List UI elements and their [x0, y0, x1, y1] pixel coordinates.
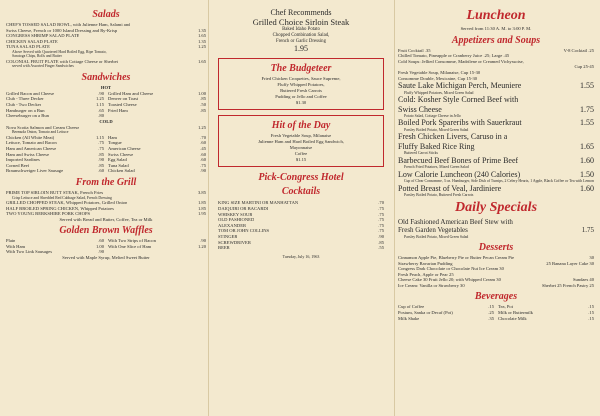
list-item: Fresh Garden Vegetables 1.75: [398, 226, 594, 234]
list-item: With Ham 1.00: [6, 243, 104, 249]
entree-note: Potato Salad, Cottage Cheese in Jello: [404, 114, 461, 119]
budgeteer-line: Fried Chicken Croquettes, Sauce Supreme,: [261, 76, 341, 82]
hot-left: [6, 91, 104, 119]
list-item: Swiss Cheese, French or 1000 Island Dressing and Ry-Krisp 1.35: [6, 27, 206, 33]
menu-date: Tuesday, July 16, 1963: [282, 253, 320, 259]
list-item: TWO YOUNG BERKSHIRE PORK CHOPS 1.95: [6, 211, 206, 217]
salads-note: Saratoga Chips, Rolls and Butter: [12, 54, 62, 59]
hit-heading: Hit of the Day: [271, 120, 331, 132]
list-item: Potted Breast of Veal, Jardiniere 1.60: [398, 183, 594, 193]
list-item: Cheese Cake 30 Fruit Jello 20; with Whipped Cream 30 Sundaes 40: [398, 277, 594, 283]
waffles-left: [6, 238, 104, 255]
list-item: SCREWDRIVER .85: [218, 239, 384, 245]
list-item: OLD FASHIONED .75: [218, 217, 384, 223]
list-item: Barbecued Beef Bones of Prime Beef 1.60: [398, 155, 594, 165]
desserts-heading: Desserts: [478, 241, 514, 253]
salads-heading: Salads: [92, 9, 120, 20]
middle-column: [212, 6, 390, 410]
list-item: Fresh Vegetable Soup, Milanaise, Cup 15-30: [398, 69, 481, 75]
list-item: Consomme Double, Mexicaine, Cup 15-30: [398, 75, 478, 81]
list-item: Imported Sardines .90: [6, 157, 104, 163]
list-item: Grilled Bacon and Cheese .90: [6, 90, 104, 96]
list-item: Chicken Salad .90: [108, 168, 206, 174]
salads-list: [6, 22, 206, 69]
list-item: With Two Strips of Bacon .90: [108, 238, 206, 244]
entree-note: Cup of Clear Consomme, 3 oz. Hamburger, Side Dish of Turnips, 2 Celery Hearts, 1 Apple, Black Coffee or Tea with Lemon: [404, 179, 594, 184]
list-item: Plain .60: [6, 238, 104, 244]
list-item: CHICKEN SALAD PLATE 1.35: [6, 38, 206, 44]
list-item: Low Calorie Luncheon (240 Calories) 1.50: [398, 169, 594, 179]
nova-note: Bermuda Onion, Tomato and Lettuce: [12, 130, 69, 135]
list-item: Cheeseburger on a Bun .80: [6, 113, 104, 119]
hot-sandwiches: [6, 91, 206, 119]
list-item: Fresh Peach, Apple or Pear 25: [398, 271, 454, 277]
list-item: WHISKEY SOUR .75: [218, 211, 384, 217]
list-item: ALEXANDER .75: [218, 222, 384, 228]
list-item: Egg Salad .60: [108, 157, 206, 163]
appetizers-list: [398, 48, 594, 82]
list-item: With Two Link Sausages .90: [6, 249, 104, 255]
list-item: Toasted Cheese .50: [108, 101, 206, 107]
list-item: Cold Soups: Jellied Consomme, Madrilene or Creamed Vichyssoise,: [398, 58, 524, 64]
beverages-left: [398, 304, 494, 321]
list-item: Cinnamon Apple Pie, Blueberry Pie or Butter Pecan Cream Pie 30: [398, 254, 594, 260]
list-item: Chicken (All White Meat) 1.15: [6, 134, 104, 140]
daily-note: Parsley Boiled Potato, Mixed Green Salad: [404, 234, 469, 239]
daily-specials-heading: Daily Specials: [454, 199, 538, 215]
list-item: KING SIZE MARTINI OR MANHATTAN .70: [218, 200, 384, 206]
list-item: DAIQUIRI OR BACARDI .75: [218, 205, 384, 211]
chef-recommends-dish: Grilled Choice Sirloin Steak: [252, 17, 350, 27]
hot-label: HOT: [100, 84, 112, 90]
list-item: BEER .55: [218, 245, 384, 251]
entrees-list: [398, 81, 594, 197]
entree-note: French Fried Potatoes, Mixed Green Salad: [404, 165, 469, 170]
cold-left: [6, 135, 104, 174]
list-item: Hamburger on a Bun .65: [6, 107, 104, 113]
luncheon-hours: Served from 11:30 A. M. to 3:00 P. M.: [460, 26, 532, 31]
list-item: Grilled Ham and Cheese 1.00: [108, 90, 206, 96]
hit-line: Coffee: [294, 151, 308, 157]
daily-special-line: Old Fashioned American Beef Stew with: [398, 217, 513, 226]
list-item: Ham .70: [108, 134, 206, 140]
chef-side: Chopped Combination Salad,: [272, 32, 330, 38]
list-item: STINGER .90: [218, 233, 384, 239]
left-column: [6, 6, 206, 410]
waffles-note: Served with Maple Syrup, Melted Sweet Butter: [62, 255, 150, 261]
list-item: GRILLED CHOPPED STEAK, Whipped Potatoes, Grilled Onion 1.85: [6, 199, 206, 205]
chef-side: French or Garlic Dressing: [276, 38, 326, 44]
budgeteer-line: Pudding or Jello and Coffee: [275, 94, 327, 100]
list-item: Congress Dark Chocolate or Chocolate Nut Ice Cream 30: [398, 266, 504, 272]
list-item: Club - Three Decker 1.25: [6, 96, 104, 102]
grill-note: Crisp Lettuce and Shredded Red Cabbage Salad, French Dressing: [12, 195, 112, 200]
hit-line: Julienne Ham and Hard Boiled Egg Sandwich,: [258, 139, 344, 145]
budgeteer-line: Fluffy Whipped Potatoes,: [277, 82, 325, 88]
beverages-right: [498, 304, 594, 321]
list-item: Chilled Tomato, Pineapple or Cranberry Juice .25; Large .45: [398, 53, 510, 59]
chef-price: 1.95: [294, 44, 308, 54]
list-item: COLONIAL FRUIT PLATE with Cottage Cheese or Sherbet 1.65: [6, 58, 206, 64]
hit-price: $1.15: [295, 157, 307, 163]
entree-note: Fluffy Whipped Potatoes, Mixed Green Salad: [404, 90, 474, 95]
list-item: Tuna Salad .75: [108, 162, 206, 168]
list-item: Chocolate Milk .15: [498, 315, 594, 321]
sandwiches-heading: Sandwiches: [81, 71, 131, 83]
cold-right: [108, 135, 206, 174]
cocktails-list: [218, 200, 384, 250]
cold-sandwiches: [6, 135, 206, 174]
grill-heading: From the Grill: [75, 176, 137, 188]
hit-of-the-day-box: [218, 115, 384, 167]
beverages-list: [398, 304, 594, 321]
list-item: Fresh Chicken Livers, Caruso in a: [398, 132, 508, 142]
fold-line: [208, 0, 209, 416]
list-item: Denver on Toast .85: [108, 96, 206, 102]
list-item: HALF BROILED SPRING CHICKEN, Whipped Potatoes 1.85: [6, 205, 206, 211]
list-item: American Cheese .45: [108, 145, 206, 151]
luncheon-heading: Luncheon: [466, 8, 526, 23]
list-item: Ham and American Cheese .75: [6, 145, 104, 151]
fold-line: [394, 0, 395, 416]
entree-note: Parsley Boiled Potato, Mixed Green Salad: [404, 127, 469, 132]
entree-note: Parsley Boiled Potato, Buttered Fresh Carrots: [404, 193, 474, 198]
salads-note: Above Served with Quartered Hard Boiled Egg, Ripe Tomato,: [12, 49, 107, 54]
list-item: Fruit Cocktail .35 V-8 Cocktail .25: [398, 47, 594, 53]
list-item: Fluffy Baked Rice Ring 1.65: [398, 141, 594, 151]
list-item: Milk Shake .35: [398, 315, 494, 321]
list-item: CHEF'S TOSSED SALAD BOWL, with Julienne Ham, Salami and: [6, 22, 131, 27]
hot-right: [108, 91, 206, 119]
list-item: Cold: Kosher Style Corned Beef with: [398, 95, 519, 105]
list-item: Strawberry Bavarian Pudding 25 Banana Layer Cake 30: [398, 260, 594, 266]
entree-note: Buttered Carrot Sticks: [404, 151, 438, 156]
budgeteer-price: $1.30: [295, 100, 307, 106]
list-item: Nova Scotia Salmon and Cream Cheese 1.25: [6, 124, 206, 130]
cocktails-heading: Cocktails: [281, 186, 321, 198]
list-item: Swiss Cheese 1.75: [398, 104, 594, 114]
waffles-right: [108, 238, 206, 255]
appetizers-heading: Appetizers and Soups: [451, 34, 541, 46]
list-item: Fried Ham .85: [108, 107, 206, 113]
list-item: Swiss Cheese .60: [108, 151, 206, 157]
budgeteer-line: Buttered Fresh Carrots: [280, 88, 322, 94]
right-column: [398, 6, 594, 410]
list-item: Milk or Buttermilk .15: [498, 310, 594, 316]
list-item: Postum, Sanka or Decaf (Pot) .25: [398, 310, 494, 316]
list-item: Saute Lake Michigan Perch, Meuniere 1.55: [398, 81, 594, 91]
hit-line: Mayonnaise: [289, 145, 313, 151]
list-item: TOM OR JOHN COLLINS .75: [218, 228, 384, 234]
list-item: Braunschweiger Liver Sausage .60: [6, 168, 104, 174]
list-item: Tongue .60: [108, 140, 206, 146]
list-item: With One Slice of Ham 1.20: [108, 243, 206, 249]
chef-side: Baked Idaho Potato: [282, 27, 320, 32]
list-item: Ham and Swiss Cheese .85: [6, 151, 104, 157]
beverages-heading: Beverages: [474, 291, 518, 303]
salads-note: served with Assorted Finger Sandwiches: [12, 64, 74, 69]
cold-label: COLD: [99, 118, 113, 124]
list-item: Club - Two Decker 1.15: [6, 101, 104, 107]
grill-served-note: Served with Bread and Butter, Coffee, Tea or Milk: [59, 216, 153, 222]
desserts-list: [398, 255, 594, 289]
waffles-heading: Golden Brown Waffles: [59, 225, 153, 237]
budgeteer-heading: The Budgeteer: [270, 63, 332, 75]
budgeteer-box: [218, 58, 384, 110]
list-item: Boiled Pork Spareribs with Sauerkraut 1.55: [398, 118, 594, 128]
chef-recommends: [212, 8, 390, 53]
list-item: Corned Beef .85: [6, 162, 104, 168]
list-item: Lettuce, Tomato and Bacon .75: [6, 140, 104, 146]
list-item: PRIME TOP SIRLOIN BUTT STEAK, French Fries 3.85: [6, 189, 206, 195]
hit-line: Fresh Vegetable Soup, Milanaise: [270, 133, 332, 139]
waffles-list: [6, 238, 206, 255]
list-item: Ice Cream: Vanilla or Strawberry 30 Sherbet 25 French Pastry 25: [398, 282, 594, 288]
list-item: Tea, Pot .15: [498, 304, 594, 310]
list-item: CONGRESS SHRIMP SALAD PLATE 1.65: [6, 33, 206, 39]
list-item: Cup of Coffee .15: [398, 304, 494, 310]
list-item: Cup 25-45: [574, 64, 594, 70]
list-item: TUNA SALAD PLATE 1.25: [6, 44, 206, 50]
chef-recommends-title: Chef Recommends: [270, 8, 332, 17]
hotel-name: Pick-Congress Hotel: [258, 172, 344, 184]
